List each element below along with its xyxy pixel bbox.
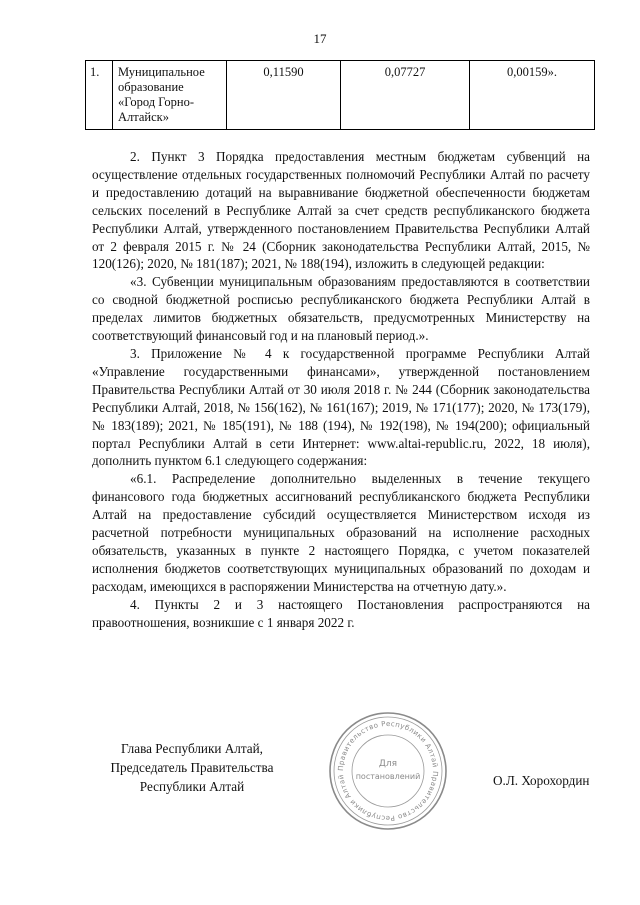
seal-center-line2: постановлений [355,772,421,781]
value-1: 0,11590 [227,61,341,130]
data-table [85,60,595,130]
table-row [86,61,595,130]
seal-ring-text: Правительство Республики Алтай [336,719,439,772]
paragraph-item-4: 4. Пункты 2 и 3 настоящего Постановления распространяются на правоотношения, возникшие с 1 января 2022 г. [92,596,590,630]
value-3: 0,00159». [470,61,595,130]
signatory-line: Глава Республики Алтай, [121,741,263,756]
municipality-name [113,61,227,130]
row-number: 1. [86,61,113,130]
signatory-title [92,739,292,796]
paragraph-quote-6-1: «6.1. Распределение дополнительно выделенных в течение текущего финансового года бюджетных ассигнований республиканского бюджета Республики Алтай на предоставление субсидий осуществляется Министерством исходя из расчетной потребности муниципальных образований на исполнение расходных обязательств, указанных в пункте 2 настоящего Порядка, с учетом показателей исполнения бюджетов соответствующих муниципальных образований по доходам и расходам, имеющихся в распоряжении Министерства на отчетную дату.». [92,471,590,594]
seal-center-line1: Для [378,759,398,769]
value-2: 0,07727 [341,61,470,130]
name-line: Муниципальное [118,65,205,79]
seal-ring-text-lower: Правительство Республики Алтай [337,770,440,823]
signatory-line: Председатель Правительства [110,760,274,775]
paragraph-item-3: 3. Приложение № 4 к государственной программе Республики Алтай «Управление государственными финансами», утвержденной постановлением Правительства Республики Алтай от 30 июля 2018 г. № 244 (Сборник законодательства Республики Алтай, 2018, № 156(162), № 161(167); 2019, № 171(177); 2020, № 173(179), № 183(189); 2021, № 185(191), № 188 (194), № 192(198), № 194(200); официальный портал Республики Алтай в сети Интернет: www.altai-republic.ru, 2022, 18 июля), дополнить пунктом 6.1 следующего содержания: [92,345,590,469]
official-seal [327,710,449,832]
name-line: Алтайск» [118,110,169,124]
signatory-name: О.Л. Хорохордин [493,773,590,788]
paragraph-item-2: 2. Пункт 3 Порядка предоставления местным бюджетам субвенций на осуществление отдельных государственных полномочий Республики Алтай по расчету и предоставлению дотаций на выравнивание бюджетной обеспеченности бюджетам сельских поселений в Республике Алтай за счет средств республиканского бюджета Республики Алтай, утвержденного постановлением Правительства Республики Алтай от 2 февраля 2015 г. № 24 (Сборник законодательства Республики Алтай, 2015, № 120(126); 2020, № 181(187); 2021, № 188(194), изложить в следующей редакции: [92,149,590,272]
name-line: образование [118,80,184,94]
signatory-line: Республики Алтай [139,779,245,794]
paragraph-quote-3: «3. Субвенции муниципальным образованиям предоставляются в соответствии со сводной бюджетной росписью республиканского бюджета Республики Алтай в пределах лимитов бюджетных обязательств, предусмотренных Министерству на соответствующий финансовый год и на плановый период.». [92,274,590,344]
page-number: 17 [313,31,327,46]
name-line: «Город Горно- [118,95,194,109]
body-text [92,148,590,631]
